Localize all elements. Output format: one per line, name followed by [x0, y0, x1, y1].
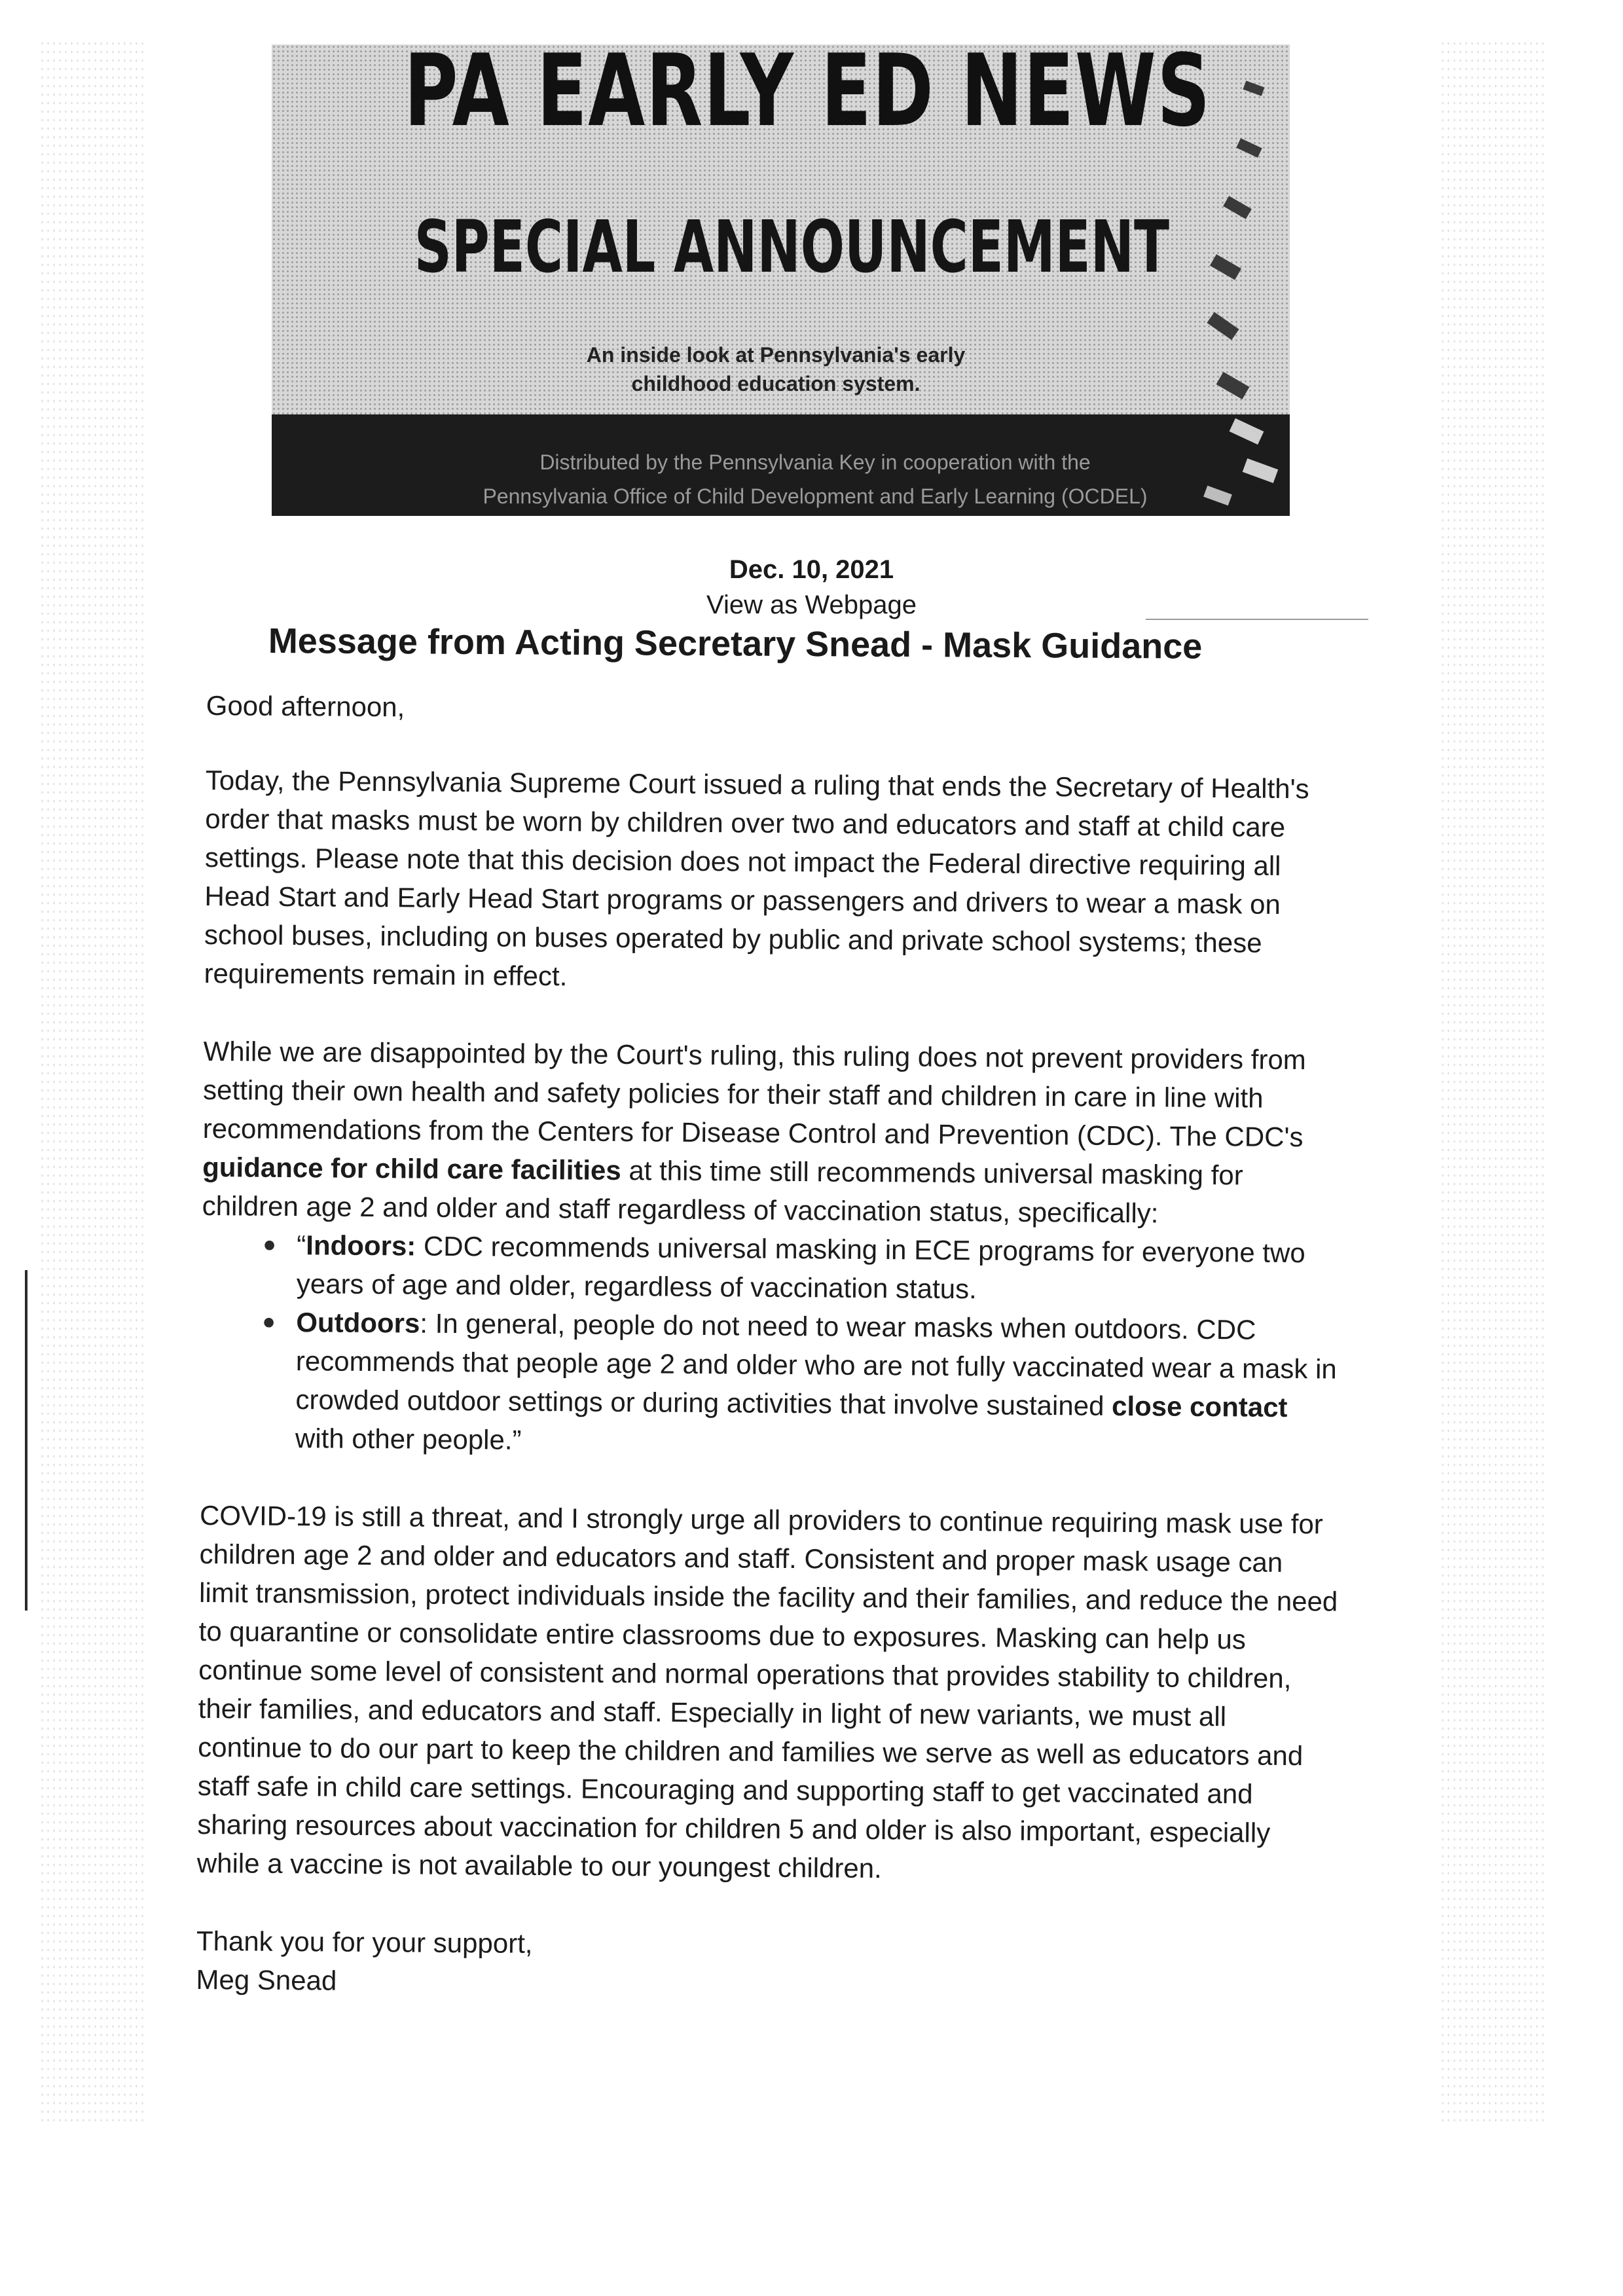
view-as-webpage-link[interactable]: View as Webpage [706, 591, 917, 619]
cdc-guidance-link[interactable]: guidance for child care facilities [202, 1151, 621, 1186]
issue-date: Dec. 10, 2021 [729, 555, 894, 584]
indoors-open-quote: “ [297, 1230, 306, 1261]
closing-line: Thank you for your support, [196, 1925, 533, 1959]
list-item-outdoors [262, 1303, 1341, 1466]
close-contact-link[interactable]: close contact [1111, 1390, 1288, 1423]
indoors-label: Indoors: [306, 1230, 416, 1262]
scan-noise-right [1440, 39, 1544, 2126]
scan-noise-left [39, 39, 144, 2126]
outdoors-label: Outdoors [296, 1307, 420, 1339]
header-divider [1146, 619, 1368, 620]
paragraph-ruling: Today, the Pennsylvania Supreme Court issued a ruling that ends the Secretary of Health's order that masks must be worn by children over two and educators and staff at child care settings. Please note that this decision does not impact the Federal directive requiring all Head Start and Early Head Start programs or passengers and drivers to wear a mask on school buses, including on buses operated by public and private school systems; these requirements remain in effect. [204, 764, 1309, 992]
cdc-recommendations-list [200, 1225, 1341, 1466]
banner-tagline: An inside look at Pennsylvania's early childhood education system. [586, 343, 966, 395]
paragraph-cdc-text-a: While we are disappointed by the Court's ruling, this ruling does not prevent providers from setting their own health and safety policies for their staff and children in care in line with recommendations from the Centers for Disease Control and Prevention (CDC). The CDC's [202, 1035, 1306, 1153]
distribution-line-1: Distributed by the Pennsylvania Key in cooperation with the [539, 450, 1091, 474]
scan-margin-line [25, 1270, 27, 1611]
bullet-icon: ● [262, 1309, 276, 1334]
banner-decoration [1146, 45, 1290, 516]
headline: Message from Acting Secretary Snead - Mask Guidance [268, 621, 1203, 666]
greeting: Good afternoon, [206, 689, 405, 723]
list-item-indoors [263, 1226, 1341, 1311]
banner-subtitle: SPECIAL ANNOUNCEMENT [414, 205, 1170, 289]
paragraph-cdc-text-b: at this time still recommends universal masking for children age 2 and older and staff regardless of vaccination status, specifically: [202, 1155, 1243, 1229]
outdoors-end: with other people.” [295, 1423, 522, 1455]
signature-name: Meg Snead [196, 1963, 337, 1996]
letter-body [196, 686, 1345, 2008]
indoors-text: CDC recommends universal masking in ECE programs for everyone two years of age and older, regardless of vaccination status. [296, 1230, 1305, 1305]
paragraph-covid-threat: COVID-19 is still a threat, and I strongly urge all providers to continue requiring mask use for children age 2 and older and educators and staff. Consistent and proper mask usage can limit transmission, protect individuals inside the facility and their families, and reduce the need to quarantine or consolidate entire classrooms due to exposures. Masking can help us continue some level of consistent and normal operations that provides stability to children, their families, and educators and staff. Especially in light of new variants, we must all continue to do our part to keep the children and families we serve as well as educators and staff safe in child care settings. Encouraging and supporting staff to get vaccinated and sharing resources about vaccination for children 5 and older is also important, especially while a vaccine is not available to our youngest children. [196, 1499, 1338, 1884]
newsletter-banner [272, 45, 1290, 516]
signature-block [196, 1922, 1336, 2008]
distribution-line-2: Pennsylvania Office of Child Development and Early Learning (OCDEL) [483, 484, 1148, 508]
outdoors-text: : In general, people do not need to wear masks when outdoors. CDC recommends that people age 2 and older who are not fully vaccinated wear a mask in crowded outdoor settings or during activities that involve sustained [295, 1307, 1337, 1421]
paragraph-cdc-guidance [202, 1032, 1343, 1234]
banner-distribution [350, 445, 1280, 513]
bullet-icon: ● [263, 1231, 277, 1257]
banner-title: PA EARLY ED NEWS [404, 45, 1211, 149]
